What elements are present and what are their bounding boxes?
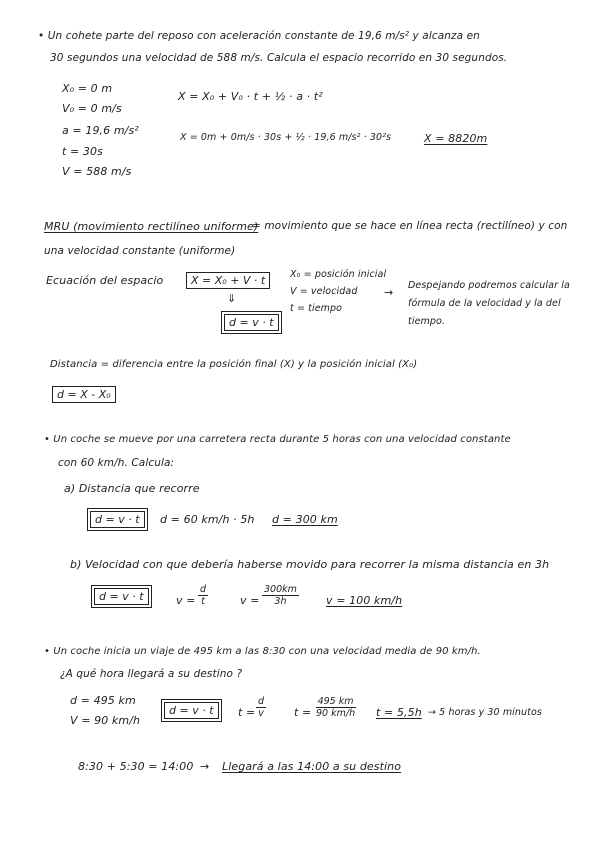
problem2-statement-line2: con 60 km/h. Calcula: xyxy=(58,457,175,469)
legend-x0: X₀ = posición inicial xyxy=(290,269,387,280)
problem1-statement-line2: 30 segundos una velocidad de 588 m/s. Calcula el espacio recorrido en 30 segundos. xyxy=(50,52,508,64)
position-substitution: X = 0m + 0m/s · 30s + ½ · 19,6 m/s² · 30²s xyxy=(180,132,392,143)
position-formula: X = X₀ + V₀ · t + ½ · a · t² xyxy=(178,90,323,103)
part-a-substitution: d = 60 km/h · 5h xyxy=(160,513,255,526)
space-equation-label: Ecuación del espacio xyxy=(46,274,164,287)
mru-heading: MRU (movimiento rectilíneo uniforme) xyxy=(44,220,259,233)
given-v: V = 588 m/s xyxy=(62,165,132,178)
final-answer: Llegará a las 14:00 a su destino xyxy=(222,760,402,773)
problem3-statement-line1: • Un coche inicia un viaje de 495 km a las 8:30 con una velocidad media de 90 km/h. xyxy=(44,646,481,657)
problem2-statement-line1: • Un coche se mueve por una carretera recta durante 5 horas con una velocidad constante xyxy=(44,434,511,445)
time-conversion: → 5 horas y 30 minutos xyxy=(428,707,542,718)
fraction-denominator: 3h xyxy=(274,596,287,607)
problem3-t-eq: t = xyxy=(238,706,256,719)
problem3-time-result: t = 5,5h xyxy=(376,706,422,719)
problem1-result: X = 8820m xyxy=(424,132,488,145)
fraction-denominator: 90 km/h xyxy=(316,708,356,719)
fraction-495km-over-90kmh xyxy=(314,696,357,719)
note-line2: fórmula de la velocidad y la del xyxy=(408,298,561,309)
problem3-formula-box: d = v · t xyxy=(164,702,219,719)
mru-definition-line2: una velocidad constante (uniforme) xyxy=(44,245,236,257)
answer-arrow: → xyxy=(200,760,210,773)
fraction-d-over-v xyxy=(256,696,266,719)
given-x0: X₀ = 0 m xyxy=(62,82,113,95)
given-velocity: V = 90 km/h xyxy=(70,714,141,727)
space-equation-box: X = X₀ + V · t xyxy=(186,272,270,289)
given-a: a = 19,6 m/s² xyxy=(62,124,139,137)
fraction-denominator: t xyxy=(201,596,205,607)
problem1-statement-line1: • Un cohete parte del reposo con aceleración constante de 19,6 m/s² y alcanza en xyxy=(38,30,480,42)
fraction-numerator: 300km xyxy=(264,584,297,595)
problem3-t-eq2: t = xyxy=(294,706,312,719)
fraction-300km-over-3h xyxy=(262,584,299,607)
given-t: t = 30s xyxy=(62,145,103,158)
part-b-v-eq2: v = xyxy=(240,594,260,607)
fraction-d-over-t xyxy=(198,584,208,607)
part-a-label: a) Distancia que recorre xyxy=(64,482,200,495)
part-b-label: b) Velocidad con que debería haberse movido para recorrer la misma distancia en 3h xyxy=(70,558,550,571)
distance-formula-box: d = v · t xyxy=(224,314,279,331)
arrow-down: ⇓ xyxy=(227,292,237,305)
time-sum: 8:30 + 5:30 = 14:00 xyxy=(78,760,194,773)
fraction-denominator: v xyxy=(258,708,264,719)
legend-v: V = velocidad xyxy=(290,286,358,297)
problem3-statement-line2: ¿A qué hora llegará a su destino ? xyxy=(60,668,243,680)
fraction-numerator: 495 km xyxy=(317,696,354,707)
mru-definition-line1: = movimiento que se hace en línea recta (rectilíneo) y con xyxy=(252,220,568,232)
given-v0: V₀ = 0 m/s xyxy=(62,102,122,115)
fraction-numerator: d xyxy=(200,584,207,595)
part-a-result: d = 300 km xyxy=(272,513,338,526)
legend-arrow: → xyxy=(384,286,394,299)
part-b-v-eq: v = xyxy=(176,594,196,607)
fraction-numerator: d xyxy=(258,696,265,707)
part-b-result: v = 100 km/h xyxy=(326,594,403,607)
distance-difference-box: d = X - X₀ xyxy=(52,386,116,403)
given-d: d = 495 km xyxy=(70,694,136,707)
legend-t: t = tiempo xyxy=(290,303,343,314)
part-b-formula-box: d = v · t xyxy=(94,588,149,605)
note-line1: Despejando podremos calcular la xyxy=(408,280,570,291)
part-a-formula-box: d = v · t xyxy=(90,511,145,528)
distance-definition: Distancia = diferencia entre la posición final (X) y la posición inicial (X₀) xyxy=(50,359,418,370)
note-line3: tiempo. xyxy=(408,316,446,327)
